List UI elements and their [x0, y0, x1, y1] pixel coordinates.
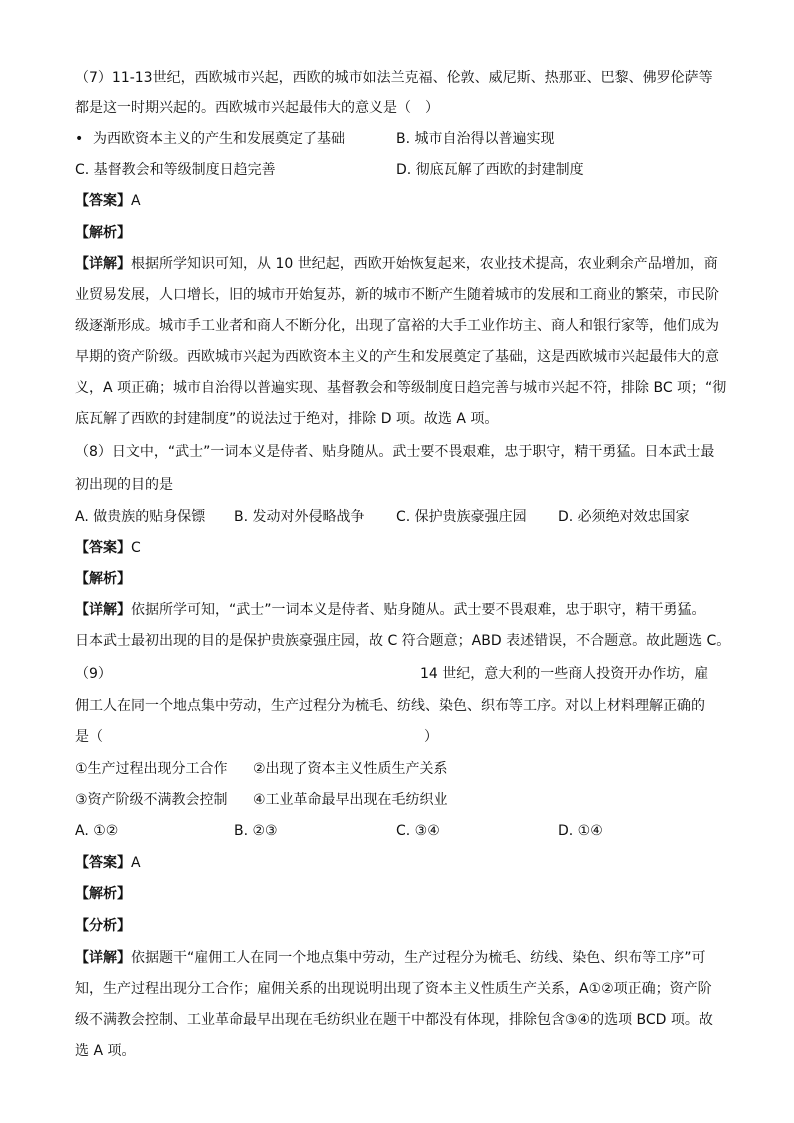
q9-item-1: ①生产过程出现分工合作 — [75, 761, 228, 777]
q9-answer — [75, 853, 141, 873]
q9-detail-line3: 级不满教会控制、工业革命最早出现在毛纺织业在题干中都没有体现，排除包含③④的选项 BCD 项。故 — [75, 1012, 713, 1028]
q7-stem-line2: 都是这一时期兴起的。西欧城市兴起最伟大的意义是（ ） — [75, 100, 439, 116]
q7-answer — [75, 191, 141, 211]
detail-tag: 【详解】 — [75, 256, 131, 272]
q9-item-3: ③资产阶级不满教会控制 — [75, 792, 228, 808]
detail-text: 根据所学知识可知，从 10 世纪起，西欧开始恢复起来，农业技术提高，农业剩余产品增加，商 — [131, 256, 718, 272]
answer-value: A — [131, 855, 141, 871]
q9-detail-line4: 选 A 项。 — [75, 1043, 136, 1059]
q7-detail-line5: 义，A 项正确；城市自治得以普遍实现、基督教会和等级制度日趋完善与城市兴起不符，排除 BC 项；“彻 — [75, 380, 727, 396]
answer-tag: 【答案】 — [75, 193, 131, 209]
q8-detail-line2: 日本武士最初出现的目的是保护贵族豪强庄园，故 C 符合题意；ABD 表述错误，不合题意。故此题选 C。 — [75, 633, 731, 649]
q7-detail-line3: 级逐渐形成。城市手工业者和商人不断分化，出现了富裕的大手工业作坊主、商人和银行家等，他们成为 — [75, 318, 719, 334]
q7-detail-line4: 早期的资产阶级。西欧城市兴起为西欧资本主义的产生和发展奠定了基础，这是西欧城市兴起最伟大的意 — [75, 349, 719, 365]
q8-stem-line2: 初出现的目的是 — [75, 477, 173, 493]
answer-value: A — [131, 193, 141, 209]
answer-value: C — [131, 540, 141, 556]
q8-option-d: D. 必须绝对效忠国家 — [558, 509, 690, 525]
q7-option-a-bullet: • — [75, 131, 84, 147]
q8-detail-line1 — [75, 600, 706, 620]
answer-tag: 【答案】 — [75, 540, 131, 556]
q9-option-a: A. ①② — [75, 823, 119, 839]
q9-stem-line3-start: 是（ — [75, 729, 103, 745]
detail-text: 依据题干“雇佣工人在同一个地点集中劳动，生产过程分为梳毛、纺线、染色、织布等工序”可 — [131, 950, 706, 966]
answer-tag: 【答案】 — [75, 855, 131, 871]
q7-option-c: C. 基督教会和等级制度日趋完善 — [75, 162, 276, 178]
q7-option-b: B. 城市自治得以普遍实现 — [396, 131, 555, 147]
q7-option-a: 为西欧资本主义的产生和发展奠定了基础 — [93, 131, 345, 147]
q9-option-d: D. ①④ — [558, 823, 603, 839]
q8-stem-line1: （8）日文中，“武士”一词本义是侍者、贴身随从。武士要不畏艰难，忠于职守，精干勇猛。日本武士最 — [75, 444, 715, 460]
q7-option-d: D. 彻底瓦解了西欧的封建制度 — [396, 162, 584, 178]
q9-fenxi-tag: 【分析】 — [75, 918, 131, 934]
q9-item-4: ④工业革命最早出现在毛纺织业 — [253, 792, 448, 808]
q9-stem-line2: 佣工人在同一个地点集中劳动，生产过程分为梳毛、纺线、染色、织布等工序。对以上材料理解正确的 — [75, 698, 705, 714]
q7-analysis-tag: 【解析】 — [75, 225, 131, 241]
q7-stem-line1: （7）11-13世纪，西欧城市兴起，西欧的城市如法兰克福、伦敦、威尼斯、热那亚、巴黎、佛罗伦萨等 — [75, 70, 713, 86]
q7-detail-line2: 业贸易发展，人口增长，旧的城市开始复苏，新的城市不断产生随着城市的发展和工商业的繁荣，市民阶 — [75, 287, 719, 303]
q7-detail-line1 — [75, 254, 718, 274]
q9-stem-line1: 14 世纪，意大利的一些商人投资开办作坊，雇 — [420, 666, 709, 682]
q9-option-b: B. ②③ — [234, 823, 278, 839]
detail-tag: 【详解】 — [75, 602, 131, 618]
q9-analysis-tag: 【解析】 — [75, 886, 131, 902]
q8-answer — [75, 538, 141, 558]
detail-text: 依据所学可知，“武士”一词本义是侍者、贴身随从。武士要不畏艰难，忠于职守，精干勇猛。 — [131, 602, 706, 618]
q9-item-2: ②出现了资本主义性质生产关系 — [253, 761, 448, 777]
detail-tag: 【详解】 — [75, 950, 131, 966]
q8-option-b: B. 发动对外侵略战争 — [234, 509, 365, 525]
q8-option-a: A. 做贵族的贴身保镖 — [75, 509, 206, 525]
q8-analysis-tag: 【解析】 — [75, 571, 131, 587]
q9-detail-line1 — [75, 948, 706, 968]
q7-detail-line6: 底瓦解了西欧的封建制度”的说法过于绝对，排除 D 项。故选 A 项。 — [75, 411, 499, 427]
q9-stem-line3-end: ） — [424, 729, 438, 745]
q9-option-c: C. ③④ — [396, 823, 440, 839]
q9-number: （9） — [75, 666, 112, 682]
q8-option-c: C. 保护贵族豪强庄园 — [396, 509, 527, 525]
q9-detail-line2: 知，生产过程出现分工合作；雇佣关系的出现说明出现了资本主义性质生产关系，A①②项正确；资产阶 — [75, 981, 712, 997]
